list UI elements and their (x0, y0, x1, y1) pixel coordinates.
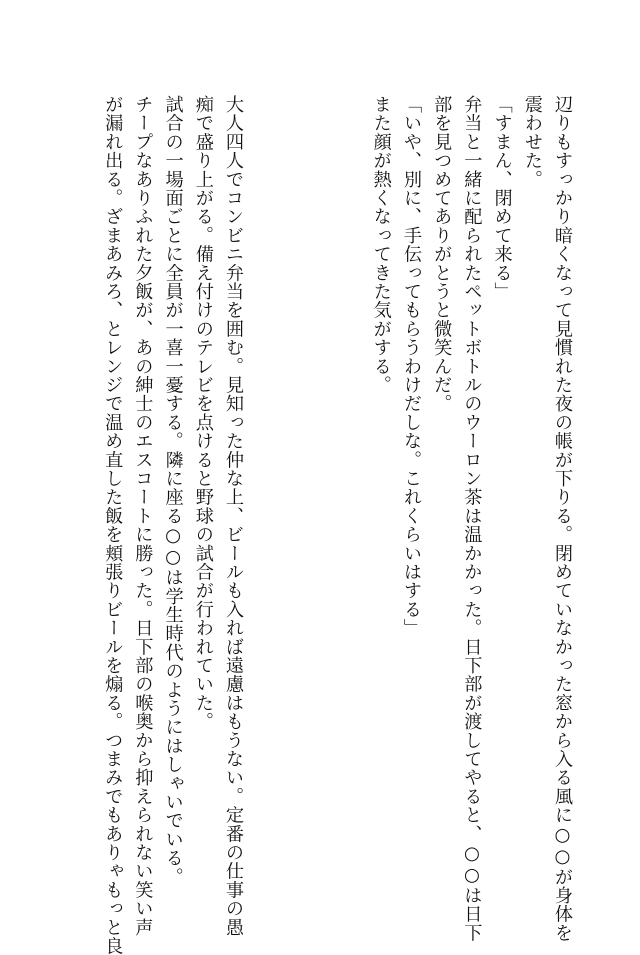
text-line: 部を見つめてありがとうと微笑んだ。 (431, 95, 453, 413)
text-line: 試合の一場面ごとに全員が一喜一憂する。隣に座る○○は学生時代のようにはしゃいでいる。 (162, 95, 184, 886)
text-line: 痴で盛り上がる。備え付けのテレビを点けると野球の試合が行われていた。 (192, 95, 214, 731)
dialogue-line: 「すまん、閉めて来る」 (491, 95, 513, 301)
text-line: チープなありふれた夕飯が、あの紳士のエスコートに勝った。日下部の喉奥から抑えられない笑い声 (132, 95, 154, 937)
text-line: 弁当と一緒に配られたペットボトルのウーロン茶は温かかった。日下部が渡してやると、○○は日下 (461, 95, 483, 943)
text-line: 震わせた。 (521, 95, 543, 189)
text-line: 辺りもすっかり暗くなって見慣れた夜の帳が下りる。閉めていなかった窓から入る風に○○が身体を (552, 95, 573, 943)
dialogue-line: 「いや、別に、手伝ってもらうわけだしな。これくらいはする」 (400, 95, 422, 638)
text-line: が漏れ出る。ざまあみろ、とレンジで温め直した飯を頬張りビールを煽る。つまみでもありゃもっと良 (102, 95, 124, 955)
text-line: また顔が熱くなってきた気がする。 (370, 95, 392, 395)
paragraph-block-2 (97, 95, 248, 955)
paragraph-block-1 (366, 95, 577, 943)
text-line: 大人四人でコンビニ弁当を囲む。見知った仲な上、ビールも入れば遠慮はもうない。定番の仕事の愚 (223, 95, 244, 937)
